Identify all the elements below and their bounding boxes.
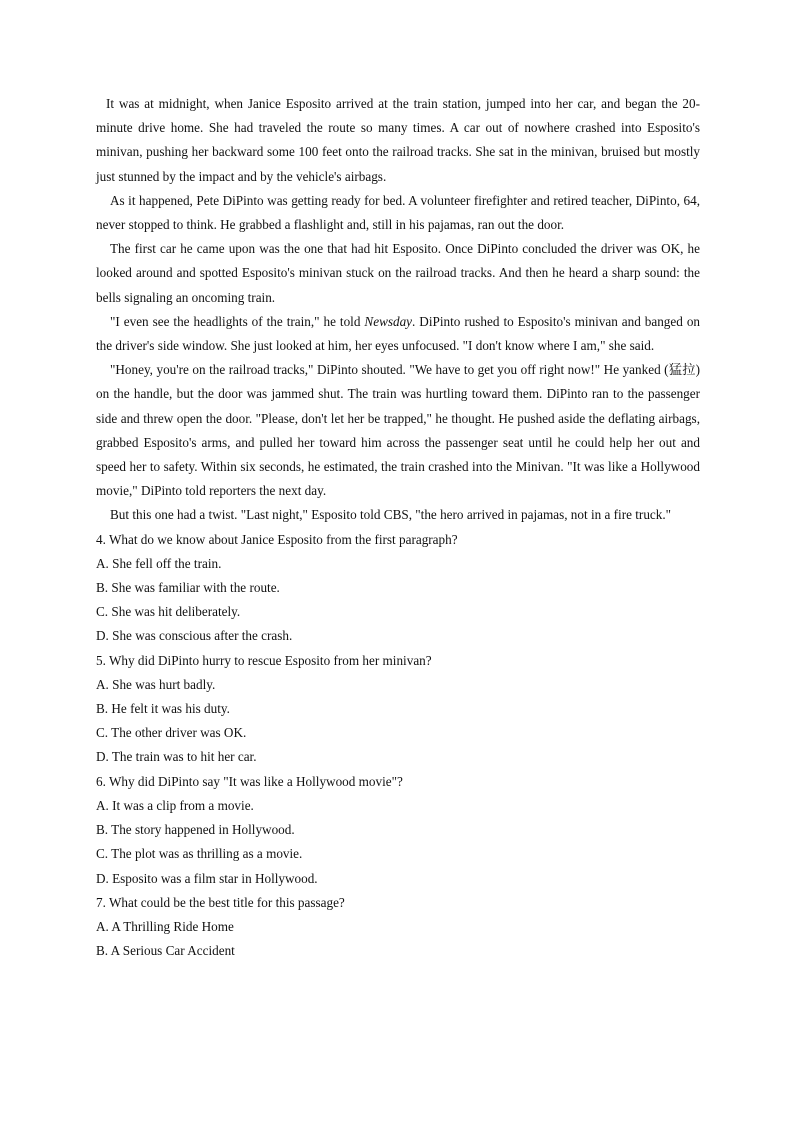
question-stem: 4. What do we know about Janice Esposito from the first paragraph? bbox=[96, 531, 458, 547]
question-5 bbox=[96, 649, 700, 770]
option-a: A. A Thrilling Ride Home bbox=[96, 918, 234, 934]
option-c: C. The plot was as thrilling as a movie. bbox=[96, 846, 303, 862]
quote-text: "I even see the headlights of the train," he told bbox=[110, 313, 365, 329]
option-b: B. He felt it was his duty. bbox=[96, 701, 230, 717]
option-d: D. The train was to hit her car. bbox=[96, 749, 257, 765]
newspaper-name: Newsday bbox=[364, 313, 413, 329]
option-d: D. She was conscious after the crash. bbox=[96, 628, 293, 644]
quote-continuation: . DiPinto rushed to Esposito's minivan and banged on the driver's side window. She just looked at him, her eyes unfocused. "I don't know where I am," she said. bbox=[96, 313, 701, 354]
option-b: B. She was familiar with the route. bbox=[96, 580, 280, 596]
option-c: C. The other driver was OK. bbox=[96, 725, 247, 741]
question-6 bbox=[96, 770, 700, 891]
option-b: B. A Serious Car Accident bbox=[96, 943, 235, 959]
question-stem: 6. Why did DiPinto say "It was like a Hollywood movie"? bbox=[96, 773, 403, 789]
question-stem: 5. Why did DiPinto hurry to rescue Esposito from her minivan? bbox=[96, 652, 432, 668]
passage-paragraph-4 bbox=[96, 310, 700, 358]
option-c: C. She was hit deliberately. bbox=[96, 604, 241, 620]
passage-paragraph-6: But this one had a twist. "Last night," Esposito told CBS, "the hero arrived in pajamas, not in a fire truck." bbox=[110, 507, 672, 523]
passage-paragraph-3: The first car he came upon was the one that had hit Esposito. Once DiPinto concluded the driver was OK, he looked around and spotted Esposito's minivan stuck on the railroad tracks. And then he heard a sharp sound: the bells signaling an oncoming train. bbox=[96, 241, 700, 305]
option-d: D. Esposito was a film star in Hollywood. bbox=[96, 870, 318, 886]
question-4 bbox=[96, 528, 700, 649]
option-a: A. It was a clip from a movie. bbox=[96, 797, 254, 813]
passage-paragraph-5: "Honey, you're on the railroad tracks," DiPinto shouted. "We have to get you off right now!" He yanked (猛拉) on the handle, but the door was jammed shut. The train was hurtling toward them. DiPinto ran to the passenger side and threw open the door. "Please, don't let her be trapped," he thought. He pushed aside the deflating airbags, grabbed Esposito's arms, and pulled her toward him across the passenger seat until he could help her out and speed her to safety. Within six seconds, he estimated, the train crashed into the Minivan. "It was like a Hollywood movie," DiPinto told reporters the next day. bbox=[96, 362, 700, 499]
document-page bbox=[96, 92, 700, 963]
option-a: A. She was hurt badly. bbox=[96, 676, 216, 692]
option-a: A. She fell off the train. bbox=[96, 555, 222, 571]
question-stem: 7. What could be the best title for this passage? bbox=[96, 894, 345, 910]
passage-paragraph-2: As it happened, Pete DiPinto was getting ready for bed. A volunteer firefighter and retired teacher, DiPinto, 64, never stopped to think. He grabbed a flashlight and, still in his pajamas, ran out the door. bbox=[96, 192, 700, 233]
passage-paragraph-1: It was at midnight, when Janice Esposito arrived at the train station, jumped into her car, and began the 20-minute drive home. She had traveled the route so many times. A car out of nowhere crashed into Esposito's minivan, pushing her backward some 100 feet onto the railroad tracks. She sat in the minivan, bruised but mostly just stunned by the impact and by the vehicle's airbags. bbox=[96, 96, 700, 184]
option-b: B. The story happened in Hollywood. bbox=[96, 822, 295, 838]
question-7 bbox=[96, 891, 700, 964]
